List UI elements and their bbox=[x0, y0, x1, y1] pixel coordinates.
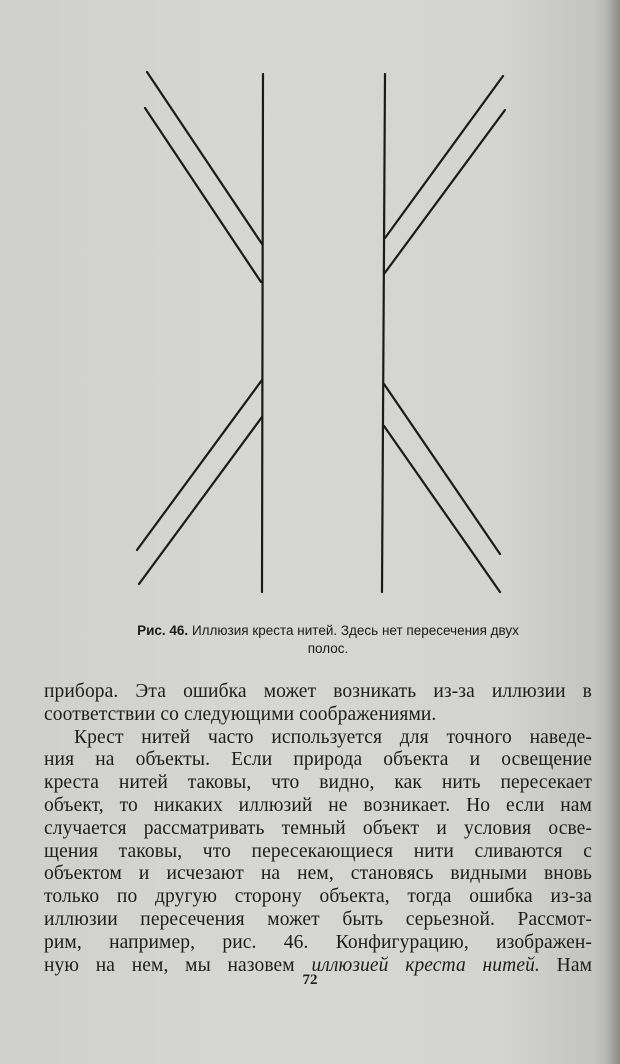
caption-label: Рис. 46. bbox=[137, 623, 189, 638]
body-line: прибора. Эта ошибка может возникать из-за иллюзии в bbox=[44, 681, 592, 702]
body-line: ния на объекты. Если природа объекта и освещение bbox=[44, 749, 592, 771]
upper-right-diagonal-2 bbox=[384, 110, 505, 274]
page-edge-shadow bbox=[606, 0, 620, 1064]
body-line: объектом и исчезают на нем, становясь видными вновь bbox=[44, 863, 592, 885]
figure-caption bbox=[48, 622, 608, 658]
upper-right-diagonal-1 bbox=[385, 76, 503, 238]
body-line: креста нитей таковы, что видно, как нить пересекает bbox=[44, 772, 592, 794]
body-line: щения таковы, что пересекающиеся нити сливаются с bbox=[44, 840, 592, 862]
left-vertical-strip bbox=[262, 74, 263, 592]
italic-term: иллюзией креста нитей. bbox=[311, 954, 540, 976]
body-line: соответствии со следующими соображениями. bbox=[44, 703, 437, 725]
upper-left-diagonal-2 bbox=[145, 108, 261, 282]
lower-right-diagonal-1 bbox=[384, 384, 500, 554]
right-vertical-strip bbox=[382, 74, 385, 592]
lower-right-diagonal-2 bbox=[384, 426, 500, 592]
body-line-last-end: Нам bbox=[556, 954, 593, 976]
upper-left-diagonal-1 bbox=[147, 72, 262, 244]
caption-line-1 bbox=[48, 622, 608, 640]
body-line-last-start: ную на нем, мы назовем bbox=[44, 954, 295, 976]
caption-text-line-2: полос. bbox=[307, 641, 349, 656]
lower-left-diagonal-2 bbox=[139, 417, 262, 584]
body-line: случается рассматривать темный объект и условия осве- bbox=[44, 817, 592, 839]
body-line: рим, например, рис. 46. Конфигурацию, изображен- bbox=[44, 931, 592, 953]
body-line: иллюзии пересечения может быть серьезной. Рассмот- bbox=[44, 908, 592, 930]
body-text bbox=[44, 681, 592, 977]
page-number: 72 bbox=[302, 972, 318, 988]
body-line: Крест нитей часто используется для точного наведе- bbox=[74, 726, 592, 748]
body-line: объект, то никаких иллюзий не возникает. Но если нам bbox=[44, 794, 592, 816]
caption-text-line-1: Иллюзия креста нитей. Здесь нет пересечения двух bbox=[191, 623, 519, 638]
body-line: только по другую сторону объекта, тогда ошибка из-за bbox=[44, 886, 592, 908]
lower-left-diagonal-1 bbox=[137, 380, 262, 550]
